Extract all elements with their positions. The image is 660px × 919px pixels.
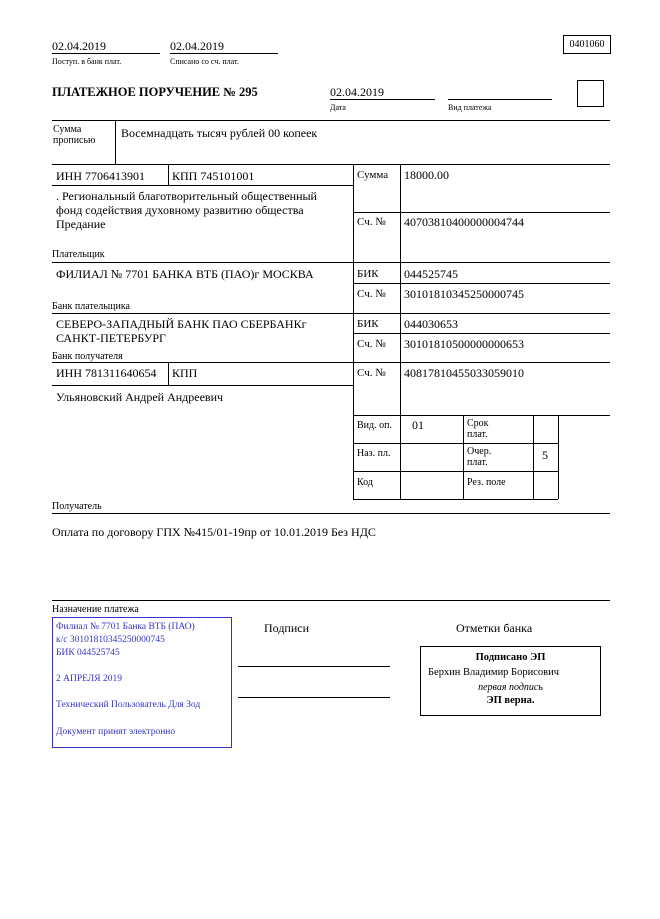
payer-bank-account-label: Сч. №: [357, 288, 386, 300]
payer-kpp: КПП 745101001: [172, 169, 255, 183]
payee-bank-account-label: Сч. №: [357, 338, 386, 350]
payee-name: Ульяновский Андрей Андреевич: [56, 390, 224, 404]
stamp-signed-label: Подписано ЭП: [475, 652, 546, 663]
purpose-text: Оплата по договору ГПХ №415/01-19пр от 10.01.2019 Без НДС: [52, 525, 376, 539]
payer-account-label: Сч. №: [357, 216, 386, 228]
received-label: Поступ. в банк плат.: [52, 57, 122, 66]
stamp-verified-label: ЭП верна.: [486, 695, 535, 706]
blue-stamp-bik: БИК 044525745: [56, 648, 120, 658]
payee-account-label: Сч. №: [357, 367, 386, 379]
blue-stamp-corr-account: к/с 30101810345250000745: [56, 635, 165, 645]
debited-label: Списано со сч. плат.: [170, 57, 239, 66]
debited-date: 02.04.2019: [170, 39, 224, 53]
payee-bank-account: 30101810500000000653: [404, 337, 524, 351]
op-kind-label: Вид. оп.: [357, 420, 392, 431]
payer-bank-bik-label: БИК: [357, 268, 379, 280]
payment-kind-box: [577, 80, 604, 107]
amount-words-value: Восемнадцать тысяч рублей 00 копеек: [121, 126, 318, 140]
amount-words-label: Сумма прописью: [53, 124, 96, 146]
payee-bank-name: СЕВЕРО-ЗАПАДНЫЙ БАНК ПАО СБЕРБАНКг САНКТ-ПЕТЕРБУРГ: [56, 317, 307, 345]
blue-stamp-user: Технический Пользователь Для Зод: [56, 700, 201, 710]
payee-bank-bik: 044030653: [404, 317, 458, 331]
stamp-signature-kind: первая подпись: [478, 682, 543, 693]
bank-marks-label: Отметки банка: [456, 621, 533, 635]
stamp-signer-name: Берхин Владимир Борисович: [428, 667, 559, 678]
pay-term-label: Срок плат.: [467, 418, 489, 440]
priority-label: Очер. плат.: [467, 446, 492, 468]
payee-account: 40817810455033059010: [404, 366, 524, 380]
form-code: 0401060: [569, 39, 605, 50]
purpose-label: Назначение платежа: [52, 604, 139, 615]
op-kind-value: 01: [412, 418, 424, 432]
payer-section-label: Плательщик: [52, 249, 105, 260]
payee-section-label: Получатель: [52, 501, 102, 512]
amount-value: 18000.00: [404, 168, 449, 182]
naz-pl-label: Наз. пл.: [357, 448, 391, 459]
priority-value: 5: [542, 448, 548, 462]
payment-kind-label: Вид платежа: [448, 103, 492, 112]
payer-bank-account: 30101810345250000745: [404, 287, 524, 301]
payee-bank-bik-label: БИК: [357, 318, 379, 330]
payer-bank-name: ФИЛИАЛ № 7701 БАНКА ВТБ (ПАО)г МОСКВА: [56, 267, 314, 281]
blue-stamp-bank-name: Филиал № 7701 Банка ВТБ (ПАО): [56, 622, 195, 632]
doc-title: ПЛАТЕЖНОЕ ПОРУЧЕНИЕ № 295: [52, 85, 258, 99]
code-label: Код: [357, 477, 373, 488]
payer-inn: ИНН 7706413901: [56, 169, 145, 183]
payer-bank-section-label: Банк плательщика: [52, 301, 130, 312]
form-code-box: [563, 35, 611, 54]
payee-bank-section-label: Банк получателя: [52, 351, 123, 362]
payee-inn: ИНН 781311640654: [56, 366, 157, 380]
date-label: Дата: [330, 103, 346, 112]
res-field-label: Рез. поле: [467, 477, 506, 488]
doc-date: 02.04.2019: [330, 85, 384, 99]
received-date: 02.04.2019: [52, 39, 106, 53]
payee-kpp: КПП: [172, 366, 198, 380]
blue-stamp-accepted: Документ принят электронно: [56, 727, 176, 737]
signatures-label: Подписи: [264, 621, 310, 635]
payer-account: 40703810400000004744: [404, 215, 524, 229]
payer-name: . Региональный благотворительный общественный фонд содействия духовному развитию общества Предание: [56, 189, 317, 231]
blue-stamp-date: 2 АПРЕЛЯ 2019: [56, 674, 122, 684]
payer-bank-bik: 044525745: [404, 267, 458, 281]
amount-label: Сумма: [357, 169, 389, 181]
